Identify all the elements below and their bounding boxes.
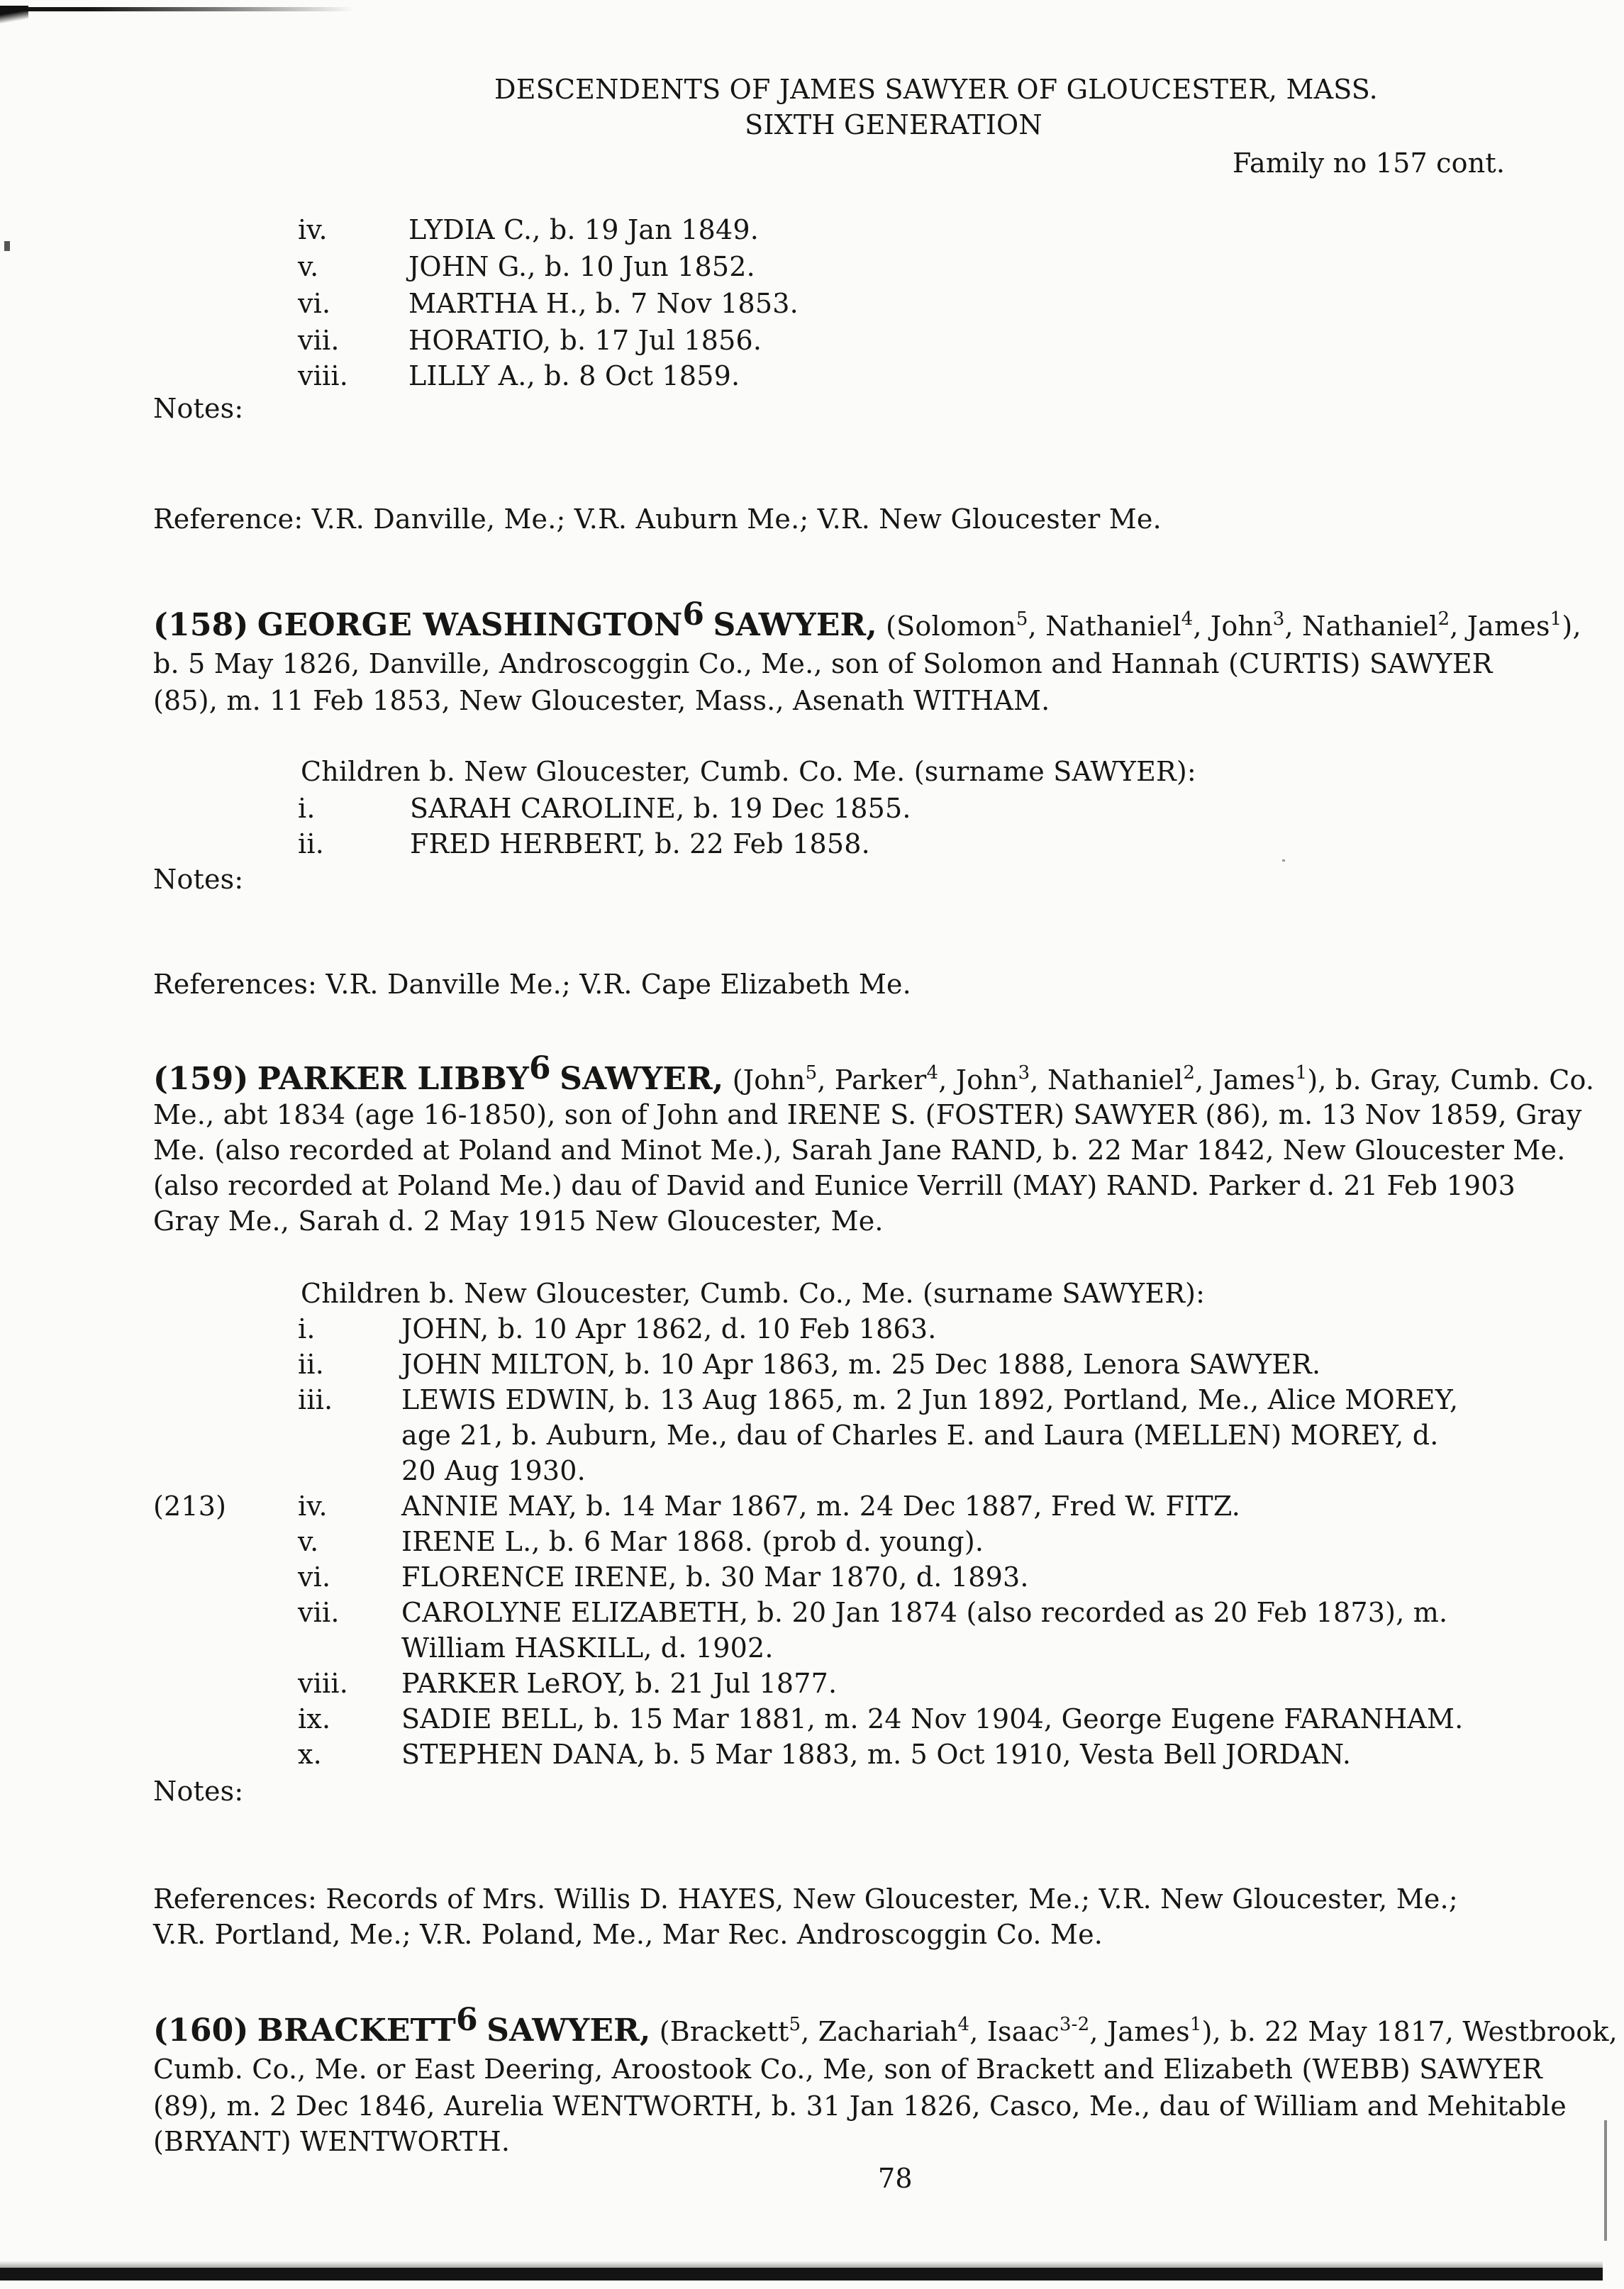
family-continued-label: Family no 157 cont.: [1233, 147, 1506, 179]
child-entry: LYDIA C., b. 19 Jan 1849.: [408, 214, 759, 245]
child-entry-continued: age 21, b. Auburn, Me., dau of Charles E. and Laura (MELLEN) MOREY, d.: [401, 1420, 1439, 1451]
person-surname: SAWYER,: [713, 607, 877, 643]
person-name: PARKER LIBBY: [257, 1061, 529, 1097]
child-entry: JOHN MILTON, b. 10 Apr 1863, m. 25 Dec 1888, Lenora SAWYER.: [401, 1349, 1321, 1380]
child-number: v.: [298, 251, 319, 282]
child-entry: PARKER LeROY, b. 21 Jul 1877.: [401, 1668, 838, 1699]
scan-speck: [1282, 859, 1285, 862]
generation-superscript: 6: [455, 2002, 478, 2038]
notes-label: Notes:: [153, 864, 244, 895]
child-number: viii.: [298, 1668, 349, 1699]
family-text-line: Gray Me., Sarah d. 2 May 1915 New Gloucester, Me.: [153, 1205, 884, 1237]
notes-label: Notes:: [153, 393, 244, 424]
child-entry: STEPHEN DANA, b. 5 Mar 1883, m. 5 Oct 1910, Vesta Bell JORDAN.: [401, 1739, 1352, 1770]
child-entry: LEWIS EDWIN, b. 13 Aug 1865, m. 2 Jun 1892, Portland, Me., Alice MOREY,: [401, 1384, 1459, 1415]
scan-corner-mark: [0, 6, 28, 31]
child-number: vi.: [298, 1561, 331, 1593]
person-name: BRACKETT: [257, 2012, 456, 2049]
child-number: x.: [298, 1739, 322, 1770]
child-number: i.: [298, 793, 316, 824]
child-entry: IRENE L., b. 6 Mar 1868. (prob d. young).: [401, 1526, 984, 1557]
family-text-line: Cumb. Co., Me. or East Deering, Aroostook Co., Me, son of Brackett and Elizabeth (WEBB) SAWYER: [153, 2054, 1542, 2085]
child-number: vi.: [298, 288, 331, 319]
child-entry: FRED HERBERT, b. 22 Feb 1858.: [410, 828, 870, 859]
person-surname: SAWYER,: [486, 2012, 651, 2049]
child-number: ii.: [298, 1349, 324, 1380]
child-entry-continued: William HASKILL, d. 1902.: [401, 1632, 774, 1664]
child-entry: JOHN G., b. 10 Jun 1852.: [408, 251, 755, 282]
child-number: vii.: [298, 1597, 340, 1628]
family-text-line: (BRYANT) WENTWORTH.: [153, 2126, 511, 2157]
person-surname: SAWYER,: [560, 1061, 724, 1097]
child-number: ix.: [298, 1703, 331, 1734]
family-text-line: Me., abt 1834 (age 16-1850), son of John and IRENE S. (FOSTER) SAWYER (86), m. 13 Nov 1859, Gray: [153, 1099, 1582, 1130]
child-entry: SADIE BELL, b. 15 Mar 1881, m. 24 Nov 1904, George Eugene FARANHAM.: [401, 1703, 1464, 1734]
child-entry: HORATIO, b. 17 Jul 1856.: [408, 325, 762, 356]
scan-edge-top: [0, 7, 355, 11]
child-entry: ANNIE MAY, b. 14 Mar 1867, m. 24 Dec 1887, Fred W. FITZ.: [401, 1491, 1241, 1522]
page-number: 78: [878, 2163, 913, 2194]
generation-title: SIXTH GENERATION: [745, 109, 1042, 140]
child-entry: MARTHA H., b. 7 Nov 1853.: [408, 288, 799, 319]
child-number: iv.: [298, 214, 328, 245]
scan-edge-bottom-fade: [0, 2261, 1603, 2268]
child-number: i.: [298, 1313, 316, 1344]
person-name: GEORGE WASHINGTON: [257, 607, 683, 643]
family-text-line: Me. (also recorded at Poland and Minot Me.), Sarah Jane RAND, b. 22 Mar 1842, New Gloucester Me.: [153, 1135, 1566, 1166]
child-number: vii.: [298, 325, 340, 356]
child-number: iii.: [298, 1384, 333, 1415]
family-159-heading: [153, 1050, 1595, 1097]
child-number: v.: [298, 1526, 319, 1557]
child-entry: CAROLYNE ELIZABETH, b. 20 Jan 1874 (also recorded as 20 Feb 1873), m.: [401, 1597, 1448, 1628]
family-number: (158): [153, 607, 249, 643]
ancestry-line: (John$^5$, Parker$^4$, John$^3$, Nathaniel$^2$, James$^1$), b. Gray, Cumb. Co.: [732, 1062, 1595, 1096]
scan-edge-bottom: [0, 2268, 1603, 2280]
scan-speck: [4, 241, 10, 251]
ancestry-line: (Solomon$^5$, Nathaniel$^4$, John$^3$, Nathaniel$^2$, James$^1$),: [886, 608, 1581, 642]
family-number: (159): [153, 1061, 249, 1097]
page-title: DESCENDENTS OF JAMES SAWYER OF GLOUCESTER, MASS.: [494, 74, 1378, 105]
child-number: ii.: [298, 828, 324, 859]
family-158-heading: [153, 596, 1581, 643]
child-entry-continued: 20 Aug 1930.: [401, 1455, 586, 1486]
child-entry: JOHN, b. 10 Apr 1862, d. 10 Feb 1863.: [401, 1313, 937, 1344]
family-text-line: b. 5 May 1826, Danville, Androscoggin Co., Me., son of Solomon and Hannah (CURTIS) SAWYER: [153, 648, 1493, 679]
children-intro: Children b. New Gloucester, Cumb. Co., Me. (surname SAWYER):: [301, 1278, 1206, 1309]
generation-superscript: 6: [682, 596, 705, 633]
notes-label: Notes:: [153, 1776, 244, 1807]
ancestry-line: (Brackett$^5$, Zachariah$^4$, Isaac$^{3-2}$, James$^1$), b. 22 May 1817, Westbrook,: [659, 2014, 1618, 2047]
family-number: (160): [153, 2012, 249, 2049]
family-text-line: (also recorded at Poland Me.) dau of David and Eunice Verrill (MAY) RAND. Parker d. 21 Feb 1903: [153, 1170, 1515, 1201]
family-160-heading: [153, 2002, 1618, 2049]
child-entry: FLORENCE IRENE, b. 30 Mar 1870, d. 1893.: [401, 1561, 1029, 1593]
child-number: viii.: [298, 360, 349, 391]
scan-edge-right: [1604, 2120, 1607, 2241]
child-number: iv.: [298, 1491, 328, 1522]
reference-line: References: V.R. Danville Me.; V.R. Cape Elizabeth Me.: [153, 969, 911, 1000]
reference-line: Reference: V.R. Danville, Me.; V.R. Auburn Me.; V.R. New Gloucester Me.: [153, 503, 1162, 535]
reference-line: V.R. Portland, Me.; V.R. Poland, Me., Mar Rec. Androscoggin Co. Me.: [153, 1919, 1103, 1950]
family-text-line: (85), m. 11 Feb 1853, New Gloucester, Mass., Asenath WITHAM.: [153, 685, 1050, 716]
children-intro: Children b. New Gloucester, Cumb. Co. Me. (surname SAWYER):: [301, 756, 1196, 787]
family-text-line: (89), m. 2 Dec 1846, Aurelia WENTWORTH, b. 31 Jan 1826, Casco, Me., dau of William and Mehitable: [153, 2090, 1567, 2122]
cross-reference-number: (213): [153, 1491, 227, 1522]
child-entry: SARAH CAROLINE, b. 19 Dec 1855.: [410, 793, 911, 824]
child-entry: LILLY A., b. 8 Oct 1859.: [408, 360, 740, 391]
generation-superscript: 6: [528, 1050, 551, 1086]
reference-line: References: Records of Mrs. Willis D. HAYES, New Gloucester, Me.; V.R. New Gloucester, Me.;: [153, 1883, 1458, 1915]
